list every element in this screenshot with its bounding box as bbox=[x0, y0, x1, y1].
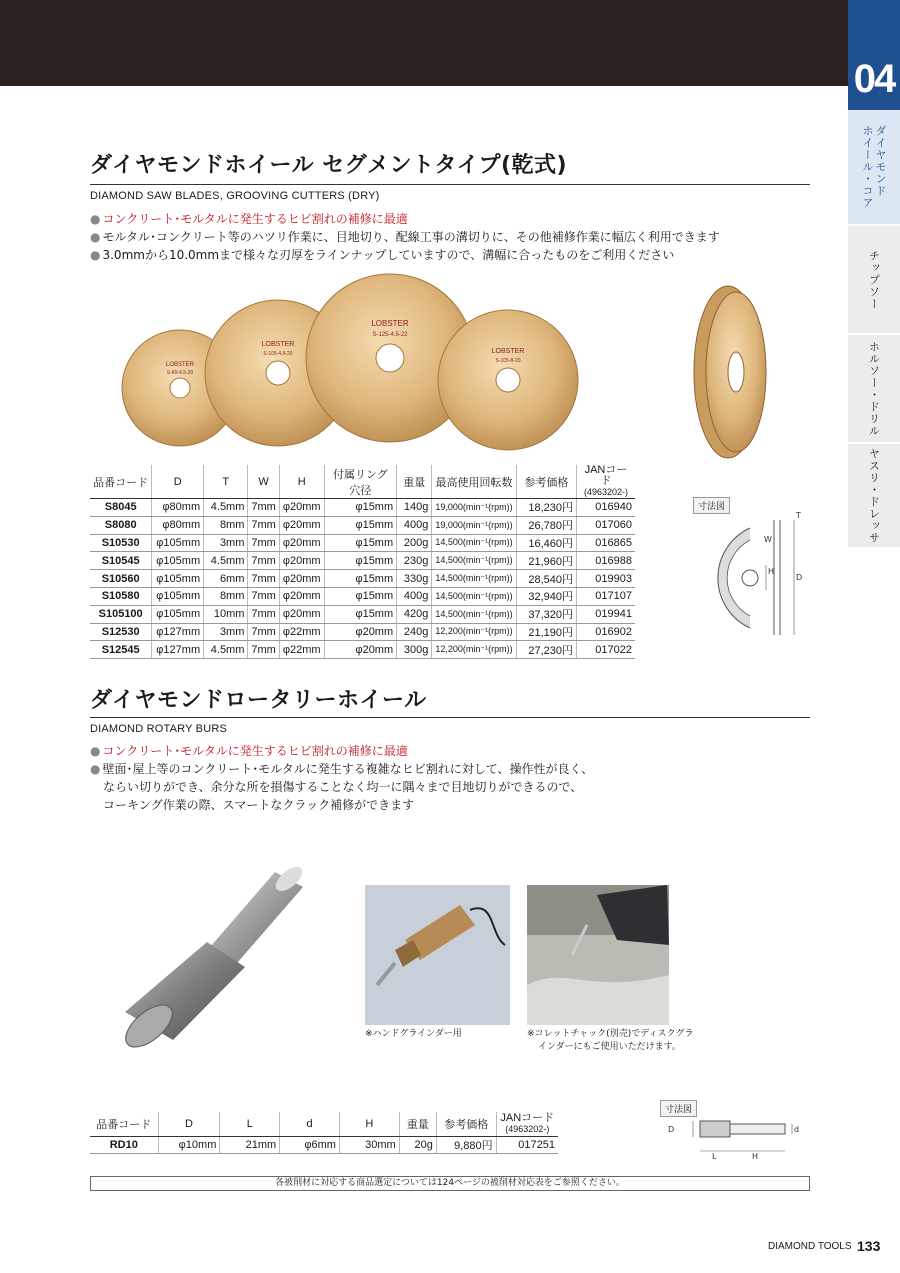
table-row bbox=[90, 534, 635, 552]
table-cell: 18,230円 bbox=[516, 499, 576, 517]
table-cell: 200g bbox=[397, 534, 432, 552]
table-cell: 14,500(min⁻¹(rpm)) bbox=[432, 534, 516, 552]
table-cell: φ15mm bbox=[324, 499, 397, 517]
section1-rule bbox=[90, 184, 810, 185]
col-header: W bbox=[248, 465, 279, 499]
side-tab-label: チップソー bbox=[867, 249, 881, 310]
svg-text:H: H bbox=[768, 567, 775, 576]
reference-note-box: 各被削材に対応する商品選定については124ページの被削材対応表をご参照ください。 bbox=[90, 1176, 810, 1191]
table-cell: S10530 bbox=[90, 534, 152, 552]
table-cell: 019903 bbox=[576, 570, 635, 588]
table-row bbox=[90, 499, 635, 517]
col-header: d bbox=[280, 1112, 340, 1136]
page-number: 133 bbox=[857, 1238, 881, 1254]
svg-text:LOBSTER: LOBSTER bbox=[261, 341, 295, 348]
table-cell: φ15mm bbox=[324, 570, 397, 588]
table-cell: φ105mm bbox=[152, 587, 204, 605]
section2-subtitle: DIAMOND ROTARY BURS bbox=[90, 723, 228, 735]
table-cell: S8045 bbox=[90, 499, 152, 517]
col-header: H bbox=[279, 465, 324, 499]
svg-text:D: D bbox=[668, 1125, 675, 1134]
table-row bbox=[90, 641, 635, 659]
table-cell: 30mm bbox=[339, 1136, 399, 1154]
table-cell: 7mm bbox=[248, 499, 279, 517]
table-cell: φ6mm bbox=[280, 1136, 340, 1154]
col-header: T bbox=[204, 465, 248, 499]
section2-bullet: ● 壁面･屋上等のコンクリート･モルタルに発生する複雑なヒビ割れに対して、操作性が良く、 bbox=[90, 762, 594, 776]
hand-grinder-photo bbox=[365, 885, 510, 1025]
table-cell: 19,000(min⁻¹(rpm)) bbox=[432, 516, 516, 534]
table-cell: S10545 bbox=[90, 552, 152, 570]
table-cell: 017060 bbox=[576, 516, 635, 534]
side-tab-chip-saw[interactable] bbox=[848, 226, 900, 334]
rotary-bur-photo bbox=[115, 862, 315, 1052]
table-cell: 400g bbox=[397, 516, 432, 534]
table-cell: 27,230円 bbox=[516, 641, 576, 659]
svg-text:W: W bbox=[764, 535, 772, 544]
side-tab-label: ダイヤモンド ホイール・コア bbox=[861, 125, 887, 209]
section2-bullet-continued: コーキング作業の際、スマートなクラック補修ができます bbox=[103, 798, 415, 812]
section2-bullet-highlight: ● コンクリート･モルタルに発生するヒビ割れの補修に最適 bbox=[90, 744, 408, 758]
table-cell: φ20mm bbox=[279, 499, 324, 517]
table-cell: 14,500(min⁻¹(rpm)) bbox=[432, 570, 516, 588]
table-cell: φ80mm bbox=[152, 499, 204, 517]
table-cell: φ105mm bbox=[152, 605, 204, 623]
section2-bullet-continued: ならい切りができ、余分な所を損傷することなく均一に隅々まで目地切りができるので、 bbox=[103, 780, 583, 794]
svg-text:S-80-4.5-20: S-80-4.5-20 bbox=[166, 370, 194, 376]
table-cell: 14,500(min⁻¹(rpm)) bbox=[432, 552, 516, 570]
svg-text:d: d bbox=[794, 1125, 800, 1134]
table-cell: 3mm bbox=[204, 534, 248, 552]
svg-text:S-105-4.5-20: S-105-4.5-20 bbox=[263, 351, 293, 357]
table-cell: 7mm bbox=[248, 605, 279, 623]
svg-text:H: H bbox=[752, 1152, 759, 1161]
table-cell: 016902 bbox=[576, 623, 635, 641]
table-cell: φ10mm bbox=[158, 1136, 220, 1154]
section2-rule bbox=[90, 717, 810, 718]
col-header: 重量 bbox=[399, 1112, 436, 1136]
table-cell: φ15mm bbox=[324, 552, 397, 570]
table-cell: 7mm bbox=[248, 641, 279, 659]
table-cell: φ15mm bbox=[324, 534, 397, 552]
table-cell: S12545 bbox=[90, 641, 152, 659]
col-header: 参考価格 bbox=[436, 1112, 496, 1136]
table-cell: φ22mm bbox=[279, 641, 324, 659]
side-tab-hole-saw[interactable] bbox=[848, 335, 900, 443]
table-cell: 19,000(min⁻¹(rpm)) bbox=[432, 499, 516, 517]
footer-brand: DIAMOND TOOLS bbox=[768, 1241, 852, 1252]
col-header: 品番コード bbox=[90, 465, 152, 499]
table-cell: 7mm bbox=[248, 623, 279, 641]
photo-note-collet-chuck: ※コレットチャック(別売)でディスクグラ bbox=[527, 1029, 694, 1039]
table-cell: 7mm bbox=[248, 552, 279, 570]
table-cell: 21,190円 bbox=[516, 623, 576, 641]
table-cell: φ20mm bbox=[279, 587, 324, 605]
table-cell: 140g bbox=[397, 499, 432, 517]
table-cell: 28,540円 bbox=[516, 570, 576, 588]
side-tab-file-dresser[interactable] bbox=[848, 444, 900, 548]
table-cell: S10580 bbox=[90, 587, 152, 605]
chapter-number: 04 bbox=[848, 0, 900, 110]
table-row bbox=[90, 623, 635, 641]
table-cell: φ15mm bbox=[324, 587, 397, 605]
table-row bbox=[90, 516, 635, 534]
table-cell: 8mm bbox=[204, 587, 248, 605]
table-cell: 300g bbox=[397, 641, 432, 659]
svg-text:L: L bbox=[712, 1152, 717, 1161]
disc-grinder-photo bbox=[527, 885, 669, 1025]
table-cell: φ105mm bbox=[152, 552, 204, 570]
table-cell: 017022 bbox=[576, 641, 635, 659]
svg-text:T: T bbox=[796, 511, 801, 520]
col-header: 付属リング穴径 bbox=[324, 465, 397, 499]
photo-note-hand-grinder: ※ハンドグラインダー用 bbox=[365, 1029, 462, 1039]
table-cell: 4.5mm bbox=[204, 641, 248, 659]
col-header-jan: JANコード (4963202-) bbox=[496, 1112, 558, 1136]
top-banner bbox=[0, 0, 848, 86]
table-cell: 21mm bbox=[220, 1136, 280, 1154]
table-cell: 7mm bbox=[248, 534, 279, 552]
blade-product-photo bbox=[110, 268, 600, 460]
svg-text:S-105-8-20: S-105-8-20 bbox=[495, 358, 521, 364]
section1-bullet: ● 3.0mmから10.0mmまで様々な刃厚をラインナップしていますので、溝幅に合ったものをご利用ください bbox=[90, 248, 675, 262]
table-header-row bbox=[90, 1112, 558, 1136]
table-cell: 6mm bbox=[204, 570, 248, 588]
col-header: L bbox=[220, 1112, 280, 1136]
blade-dimension-diagram bbox=[690, 510, 810, 635]
dimension-diagram-label-2: 寸法図 bbox=[660, 1100, 697, 1117]
table-header-row bbox=[90, 465, 635, 499]
photo-note-collet-chuck-line2: インダーにもご使用いただけます。 bbox=[538, 1042, 681, 1052]
section1-bullet: ● モルタル･コンクリート等のハツリ作業に、目地切り、配線工事の溝切りに、その他補修作業に幅広く利用できます bbox=[90, 230, 720, 244]
table-row bbox=[90, 605, 635, 623]
table-cell: φ20mm bbox=[324, 641, 397, 659]
blade-105-8 bbox=[438, 310, 578, 450]
dimension-diagram-label: 寸法図 bbox=[693, 497, 730, 514]
side-tab-diamond-wheel[interactable] bbox=[848, 110, 900, 225]
rotary-dimension-diagram bbox=[660, 1113, 810, 1163]
table-row bbox=[90, 570, 635, 588]
col-header: 参考価格 bbox=[516, 465, 576, 499]
table-cell: φ20mm bbox=[279, 552, 324, 570]
table-cell: φ105mm bbox=[152, 534, 204, 552]
rotary-spec-table bbox=[90, 1112, 558, 1154]
table-cell: φ20mm bbox=[324, 623, 397, 641]
table-cell: 016988 bbox=[576, 552, 635, 570]
table-cell: 330g bbox=[397, 570, 432, 588]
side-tab-label: ホルソー・ドリル bbox=[867, 340, 881, 437]
table-row bbox=[90, 1136, 558, 1154]
table-cell: 017107 bbox=[576, 587, 635, 605]
col-header-jan: JANコード (4963202-) bbox=[576, 465, 635, 499]
table-cell: 8mm bbox=[204, 516, 248, 534]
svg-text:LOBSTER: LOBSTER bbox=[491, 348, 525, 355]
table-cell: 017251 bbox=[496, 1136, 558, 1154]
table-cell: 14,500(min⁻¹(rpm)) bbox=[432, 587, 516, 605]
table-cell: 12,200(min⁻¹(rpm)) bbox=[432, 623, 516, 641]
col-header: D bbox=[158, 1112, 220, 1136]
table-cell: 3mm bbox=[204, 623, 248, 641]
table-cell: φ20mm bbox=[279, 570, 324, 588]
table-cell: S8080 bbox=[90, 516, 152, 534]
table-cell: 9,880円 bbox=[436, 1136, 496, 1154]
col-header: 最高使用回転数 bbox=[432, 465, 516, 499]
table-cell: φ20mm bbox=[279, 605, 324, 623]
table-cell: 240g bbox=[397, 623, 432, 641]
svg-text:LOBSTER: LOBSTER bbox=[165, 362, 195, 368]
svg-text:S-125-4.5-22: S-125-4.5-22 bbox=[372, 332, 408, 338]
blade-side-view-photo bbox=[680, 282, 780, 462]
col-header: 重量 bbox=[397, 465, 432, 499]
section2-title: ダイヤモンドロータリーホイール bbox=[90, 688, 427, 713]
table-cell: 21,960円 bbox=[516, 552, 576, 570]
table-cell: 14,500(min⁻¹(rpm)) bbox=[432, 605, 516, 623]
table-cell: 016940 bbox=[576, 499, 635, 517]
svg-text:LOBSTER: LOBSTER bbox=[371, 319, 409, 328]
section1-title: ダイヤモンドホイール セグメントタイプ(乾式) bbox=[90, 153, 568, 178]
table-cell: φ20mm bbox=[279, 534, 324, 552]
table-cell: 32,940円 bbox=[516, 587, 576, 605]
table-cell: φ15mm bbox=[324, 516, 397, 534]
table-cell: φ80mm bbox=[152, 516, 204, 534]
table-cell: 4.5mm bbox=[204, 552, 248, 570]
col-header: 品番コード bbox=[90, 1112, 158, 1136]
table-cell: φ127mm bbox=[152, 641, 204, 659]
table-cell: 37,320円 bbox=[516, 605, 576, 623]
table-cell: S105100 bbox=[90, 605, 152, 623]
section1-bullet-highlight: ● コンクリート･モルタルに発生するヒビ割れの補修に最適 bbox=[90, 212, 408, 226]
table-cell: RD10 bbox=[90, 1136, 158, 1154]
table-cell: 20g bbox=[399, 1136, 436, 1154]
section1-subtitle: DIAMOND SAW BLADES, GROOVING CUTTERS (DRY) bbox=[90, 190, 380, 202]
table-cell: 7mm bbox=[248, 570, 279, 588]
col-header: D bbox=[152, 465, 204, 499]
table-cell: φ20mm bbox=[279, 516, 324, 534]
table-row bbox=[90, 587, 635, 605]
side-tab-label: ヤスリ・ドレッサ bbox=[867, 447, 881, 544]
blade-spec-table bbox=[90, 465, 635, 659]
table-cell: 4.5mm bbox=[204, 499, 248, 517]
table-cell: 016865 bbox=[576, 534, 635, 552]
table-cell: 7mm bbox=[248, 516, 279, 534]
table-cell: φ22mm bbox=[279, 623, 324, 641]
table-cell: 26,780円 bbox=[516, 516, 576, 534]
table-cell: 12,200(min⁻¹(rpm)) bbox=[432, 641, 516, 659]
table-cell: 10mm bbox=[204, 605, 248, 623]
table-cell: 7mm bbox=[248, 587, 279, 605]
table-cell: S10560 bbox=[90, 570, 152, 588]
table-cell: φ127mm bbox=[152, 623, 204, 641]
table-cell: φ15mm bbox=[324, 605, 397, 623]
table-cell: 230g bbox=[397, 552, 432, 570]
table-cell: φ105mm bbox=[152, 570, 204, 588]
table-cell: 420g bbox=[397, 605, 432, 623]
svg-text:D: D bbox=[796, 573, 803, 582]
table-cell: 16,460円 bbox=[516, 534, 576, 552]
table-row bbox=[90, 552, 635, 570]
col-header: H bbox=[339, 1112, 399, 1136]
table-cell: S12530 bbox=[90, 623, 152, 641]
table-cell: 400g bbox=[397, 587, 432, 605]
table-cell: 019941 bbox=[576, 605, 635, 623]
